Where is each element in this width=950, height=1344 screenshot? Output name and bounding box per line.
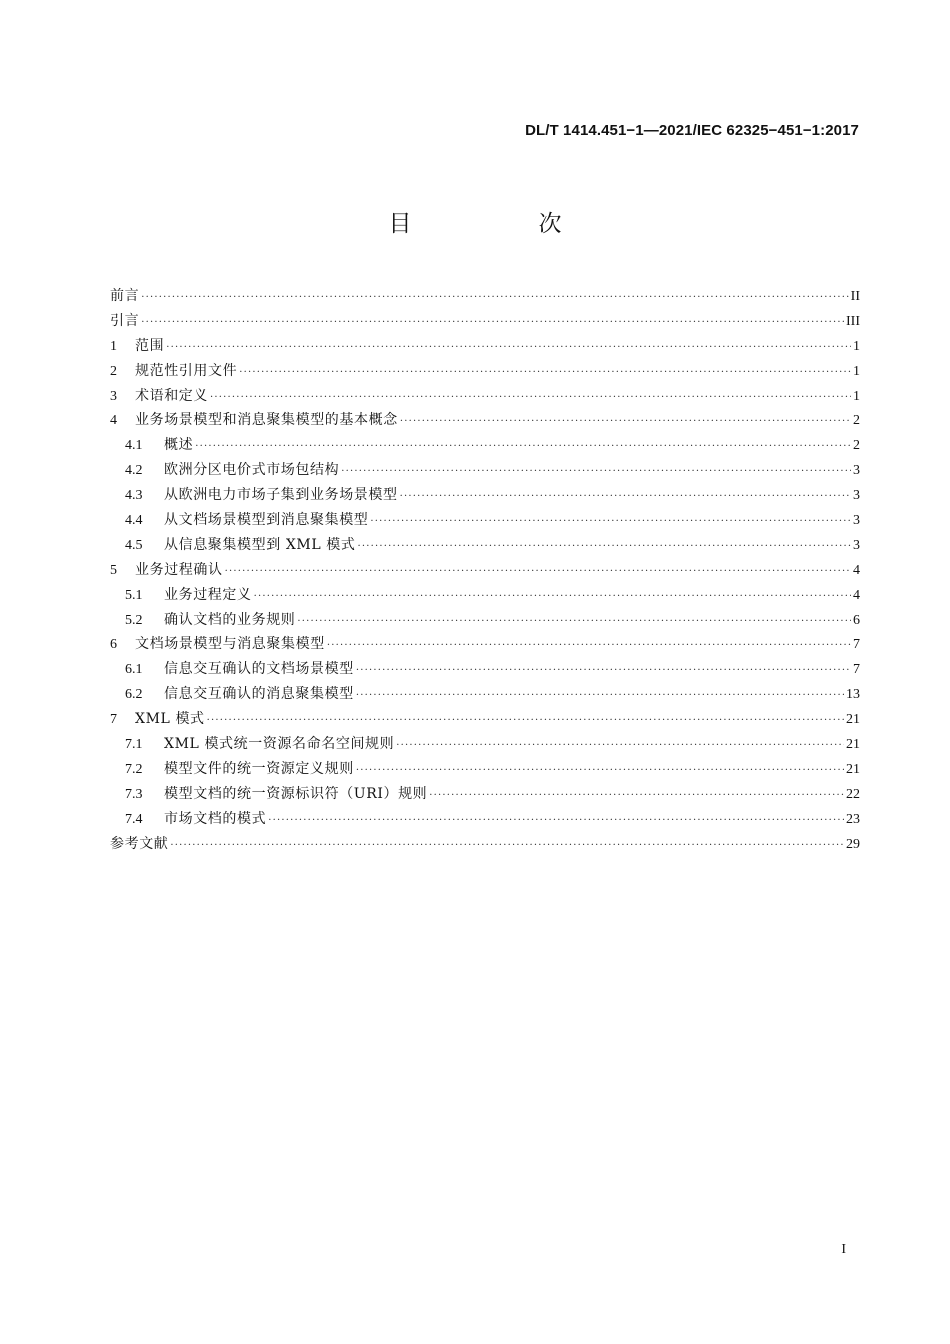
toc-leader-dots bbox=[254, 585, 851, 610]
toc-entry-7[interactable] bbox=[110, 707, 860, 732]
toc-entry-number: 7.2 bbox=[125, 761, 143, 777]
toc-entry-6-2[interactable] bbox=[110, 682, 860, 707]
toc-entry-title: 模型文件的统一资源定义规则 bbox=[164, 760, 354, 777]
toc-entry-number: 3 bbox=[110, 388, 117, 404]
toc-entry-number: 4.5 bbox=[125, 537, 143, 553]
toc-entry-title: 参考文献 bbox=[110, 835, 169, 852]
toc-entry-title: XML 模式统一资源名命名空间规则 bbox=[164, 736, 395, 753]
toc-entry-4-1[interactable] bbox=[110, 433, 860, 458]
toc-entry-page: 4 bbox=[853, 587, 860, 603]
page-number: I bbox=[841, 1242, 846, 1257]
toc-entry-title: 市场文档的模式 bbox=[164, 810, 267, 827]
toc-entry-page: 3 bbox=[853, 537, 860, 553]
toc-entry-4-2[interactable] bbox=[110, 458, 860, 483]
toc-entry-page: II bbox=[850, 289, 860, 304]
toc-leader-dots bbox=[341, 460, 851, 485]
toc-leader-dots bbox=[239, 361, 851, 386]
toc-entry-title: 前言 bbox=[110, 288, 140, 304]
toc-entry-number: 5.2 bbox=[125, 612, 143, 628]
toc-entry-4[interactable] bbox=[110, 408, 860, 433]
toc-entry-number: 5.1 bbox=[125, 587, 143, 603]
toc-entry-page: 3 bbox=[853, 488, 860, 504]
toc-entry-title: 业务过程定义 bbox=[164, 586, 252, 603]
toc-entry-page: 1 bbox=[853, 338, 860, 354]
toc-entry-5[interactable] bbox=[110, 558, 860, 583]
standard-number-header: DL/T 1414.451−1—2021/IEC 62325−451−1:2017 bbox=[525, 122, 859, 139]
toc-entry-page: 29 bbox=[846, 836, 860, 852]
toc-entry-page: 21 bbox=[846, 761, 860, 777]
toc-entry-title: 范围 bbox=[135, 337, 165, 354]
toc-entry-number: 4.2 bbox=[125, 463, 143, 479]
toc-entry-introduction[interactable] bbox=[110, 309, 860, 334]
toc-entry-page: 13 bbox=[846, 687, 860, 703]
toc-entry-title: 信息交互确认的文档场景模型 bbox=[164, 661, 354, 678]
toc-entry-page: 23 bbox=[846, 811, 860, 827]
toc-entry-bibliography[interactable] bbox=[110, 832, 860, 857]
toc-entry-number: 5 bbox=[110, 562, 117, 578]
toc-entry-7-4[interactable] bbox=[110, 807, 860, 832]
toc-entry-title: 信息交互确认的消息聚集模型 bbox=[164, 686, 354, 703]
toc-entry-page: 3 bbox=[853, 463, 860, 479]
toc-entry-2[interactable] bbox=[110, 359, 860, 384]
toc-leader-dots bbox=[400, 410, 851, 435]
toc-leader-dots bbox=[400, 485, 851, 510]
toc-entry-page: 6 bbox=[853, 612, 860, 628]
toc-entry-title: 确认文档的业务规则 bbox=[164, 611, 296, 628]
toc-entry-number: 7.1 bbox=[125, 737, 143, 753]
toc-leader-dots bbox=[396, 734, 844, 759]
toc-leader-dots bbox=[370, 510, 851, 535]
toc-entry-4-4[interactable] bbox=[110, 508, 860, 533]
toc-entry-number: 7 bbox=[110, 712, 117, 728]
toc-entry-title: 术语和定义 bbox=[135, 387, 208, 404]
toc-entry-page: 4 bbox=[853, 562, 860, 578]
toc-leader-dots bbox=[225, 560, 851, 585]
toc-entry-1[interactable] bbox=[110, 334, 860, 359]
toc-entry-title: 欧洲分区电价式市场包结构 bbox=[164, 462, 340, 479]
toc-entry-page: 22 bbox=[846, 786, 860, 802]
toc-leader-dots bbox=[297, 610, 851, 635]
toc-leader-dots bbox=[141, 311, 844, 336]
toc-entry-number: 6.2 bbox=[125, 687, 143, 703]
toc-entry-5-2[interactable] bbox=[110, 608, 860, 633]
toc-entry-page: 7 bbox=[853, 637, 860, 653]
toc-title: 目 次 bbox=[388, 211, 614, 237]
toc-entry-3[interactable] bbox=[110, 384, 860, 409]
toc-leader-dots bbox=[207, 709, 844, 734]
toc-entry-number: 6 bbox=[110, 637, 117, 653]
toc-leader-dots bbox=[268, 809, 844, 834]
toc-entry-title: 从信息聚集模型到 XML 模式 bbox=[164, 536, 356, 553]
toc-entry-number: 4.3 bbox=[125, 488, 143, 504]
toc-leader-dots bbox=[429, 784, 844, 809]
toc-entry-page: 2 bbox=[853, 413, 860, 429]
toc-entry-number: 4.4 bbox=[125, 513, 143, 529]
toc-entry-7-3[interactable] bbox=[110, 782, 860, 807]
toc-entry-number: 7.3 bbox=[125, 786, 143, 802]
toc-entry-page: 21 bbox=[846, 737, 860, 753]
toc-entry-title: 模型文档的统一资源标识符（URI）规则 bbox=[164, 785, 428, 802]
toc-entry-title: 概述 bbox=[164, 437, 194, 454]
toc-entry-title: XML 模式 bbox=[135, 711, 205, 728]
toc-entry-5-1[interactable] bbox=[110, 583, 860, 608]
toc-entry-4-3[interactable] bbox=[110, 483, 860, 508]
toc-entry-page: 21 bbox=[846, 712, 860, 728]
toc-entry-7-1[interactable] bbox=[110, 732, 860, 757]
toc-entry-4-5[interactable] bbox=[110, 533, 860, 558]
toc-leader-dots bbox=[356, 684, 844, 709]
toc-leader-dots bbox=[327, 634, 851, 659]
toc-entry-7-2[interactable] bbox=[110, 757, 860, 782]
toc-entry-number: 4 bbox=[110, 413, 117, 429]
toc-leader-dots bbox=[166, 336, 851, 361]
toc-entry-title: 业务过程确认 bbox=[135, 561, 223, 578]
toc-entry-number: 4.1 bbox=[125, 438, 143, 454]
toc-entry-title: 业务场景模型和消息聚集模型的基本概念 bbox=[135, 412, 398, 429]
toc-leader-dots bbox=[356, 659, 851, 684]
toc-entry-title: 规范性引用文件 bbox=[135, 362, 238, 379]
toc-entry-number: 7.4 bbox=[125, 811, 143, 827]
toc-entry-page: 2 bbox=[853, 438, 860, 454]
toc-leader-dots bbox=[141, 286, 848, 311]
toc-entry-page: 7 bbox=[853, 662, 860, 678]
toc-leader-dots bbox=[210, 386, 851, 411]
toc-entry-number: 1 bbox=[110, 338, 117, 354]
table-of-contents bbox=[110, 284, 860, 856]
toc-entry-title: 文档场景模型与消息聚集模型 bbox=[135, 636, 325, 653]
toc-entry-number: 6.1 bbox=[125, 662, 143, 678]
toc-entry-number: 2 bbox=[110, 363, 117, 379]
toc-entry-page: 1 bbox=[853, 388, 860, 404]
toc-entry-title: 从欧洲电力市场子集到业务场景模型 bbox=[164, 487, 398, 504]
toc-entry-page: 3 bbox=[853, 513, 860, 529]
toc-leader-dots bbox=[356, 759, 844, 784]
toc-leader-dots bbox=[358, 535, 852, 560]
toc-entry-title: 引言 bbox=[110, 312, 140, 329]
toc-entry-title: 从文档场景模型到消息聚集模型 bbox=[164, 512, 369, 529]
toc-leader-dots bbox=[195, 435, 851, 460]
toc-entry-6-1[interactable] bbox=[110, 657, 860, 682]
toc-entry-page: III bbox=[846, 313, 860, 329]
toc-leader-dots bbox=[170, 834, 844, 859]
toc-entry-page: 1 bbox=[853, 363, 860, 379]
toc-entry-6[interactable] bbox=[110, 632, 860, 657]
toc-entry-foreword[interactable] bbox=[110, 284, 860, 309]
